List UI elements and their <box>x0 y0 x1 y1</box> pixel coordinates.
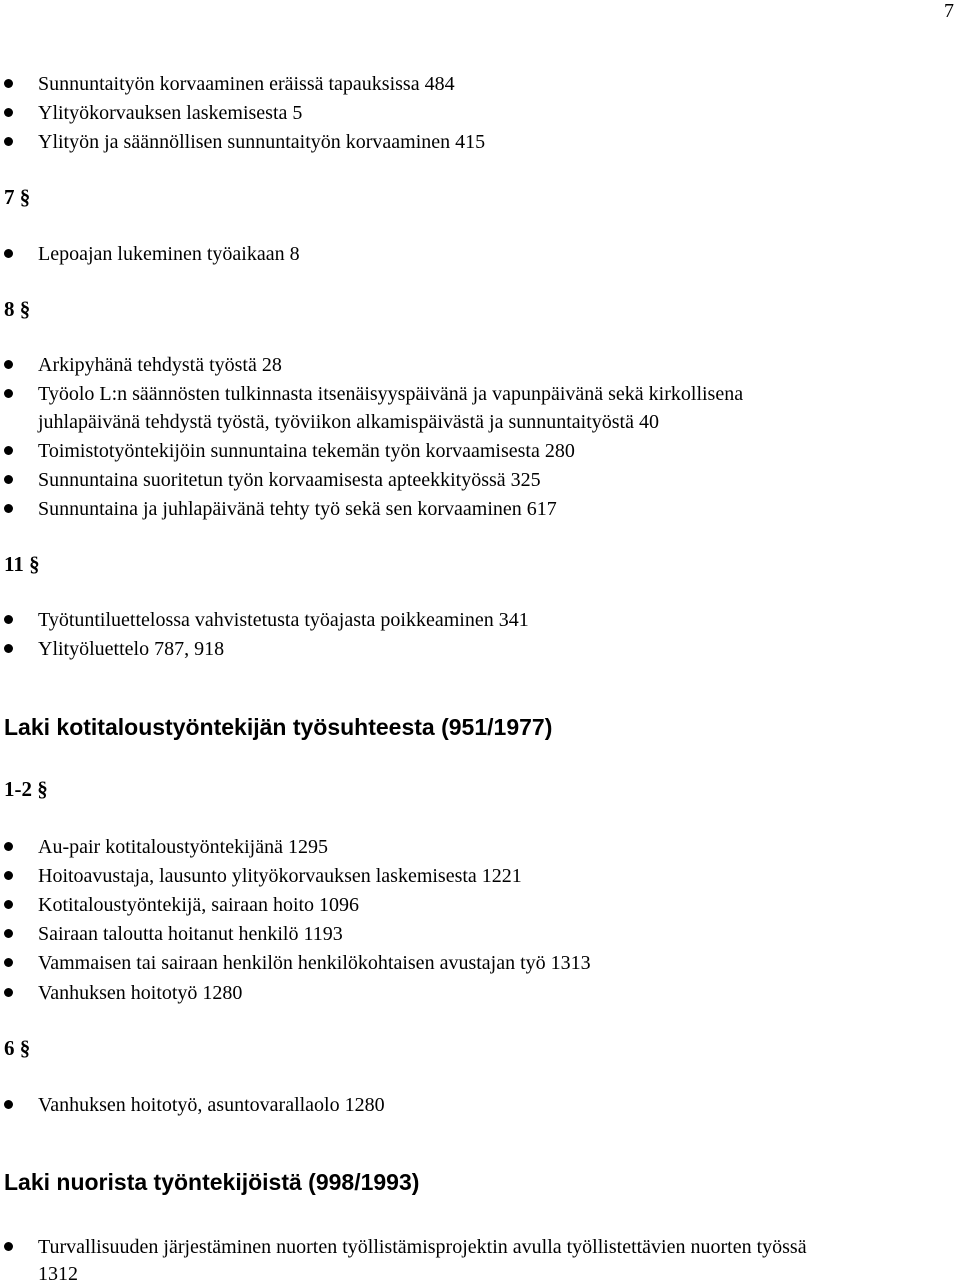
list-item: Sunnuntaityön korvaaminen eräissä tapauksissa 484 <box>38 73 455 95</box>
bullet-icon <box>4 929 13 938</box>
page-number: 7 <box>944 0 954 22</box>
list-item: Lepoajan lukeminen työaikaan 8 <box>38 243 300 265</box>
section-heading: 7 § <box>4 185 31 209</box>
bullet-icon <box>4 249 13 258</box>
bullet-icon <box>4 389 13 398</box>
bullet-icon <box>4 1100 13 1109</box>
list-item: Hoitoavustaja, lausunto ylityökorvauksen laskemisesta 1221 <box>38 865 522 887</box>
list-item: Au-pair kotitaloustyöntekijänä 1295 <box>38 836 328 858</box>
list-item-continuation: juhlapäivänä tehdystä työstä, työviikon alkamispäivästä ja sunnuntaityöstä 40 <box>38 411 659 433</box>
list-item-continuation: 1312 <box>38 1263 78 1285</box>
section-heading: 8 § <box>4 297 31 321</box>
list-item: Vanhuksen hoitotyö, asuntovarallaolo 1280 <box>38 1094 385 1116</box>
bullet-icon <box>4 644 13 653</box>
list-item: Sunnuntaina ja juhlapäivänä tehty työ sekä sen korvaaminen 617 <box>38 498 557 520</box>
bullet-icon <box>4 446 13 455</box>
list-item: Kotitaloustyöntekijä, sairaan hoito 1096 <box>38 894 360 916</box>
bullet-icon <box>4 842 13 851</box>
bullet-icon <box>4 958 13 967</box>
bullet-icon <box>4 79 13 88</box>
bullet-icon <box>4 475 13 484</box>
list-item: Vanhuksen hoitotyö 1280 <box>38 982 243 1004</box>
list-item: Sairaan taloutta hoitanut henkilö 1193 <box>38 923 343 945</box>
bullet-icon <box>4 504 13 513</box>
section-heading: 6 § <box>4 1036 31 1060</box>
list-item: Ylityökorvauksen laskemisesta 5 <box>38 102 303 124</box>
law-heading: Laki nuorista työntekijöistä (998/1993) <box>4 1169 420 1195</box>
bullet-icon <box>4 615 13 624</box>
bullet-icon <box>4 137 13 146</box>
list-item: Ylityön ja säännöllisen sunnuntaityön korvaaminen 415 <box>38 131 486 153</box>
list-item: Vammaisen tai sairaan henkilön henkilökohtaisen avustajan työ 1313 <box>38 952 591 974</box>
law-heading: Laki kotitaloustyöntekijän työsuhteesta (951/1977) <box>4 714 553 740</box>
section-heading: 11 § <box>4 552 40 576</box>
list-item: Työolo L:n säännösten tulkinnasta itsenäisyyspäivänä ja vapunpäivänä sekä kirkollisena <box>38 383 744 405</box>
list-item: Turvallisuuden järjestäminen nuorten työllistämisprojektin avulla työllistettävien nuorten työssä <box>38 1236 807 1258</box>
bullet-icon <box>4 988 13 997</box>
bullet-icon <box>4 108 13 117</box>
list-item: Toimistotyöntekijöin sunnuntaina tekemän työn korvaamisesta 280 <box>38 440 575 462</box>
list-item: Sunnuntaina suoritetun työn korvaamisesta apteekkityössä 325 <box>38 469 541 491</box>
section-heading: 1-2 § <box>4 777 48 801</box>
bullet-icon <box>4 1242 13 1251</box>
bullet-icon <box>4 871 13 880</box>
bullet-icon <box>4 360 13 369</box>
bullet-icon <box>4 900 13 909</box>
list-item: Arkipyhänä tehdystä työstä 28 <box>38 354 282 376</box>
list-item: Työtuntiluettelossa vahvistetusta työajasta poikkeaminen 341 <box>38 609 529 631</box>
list-item: Ylityöluettelo 787, 918 <box>38 638 225 660</box>
